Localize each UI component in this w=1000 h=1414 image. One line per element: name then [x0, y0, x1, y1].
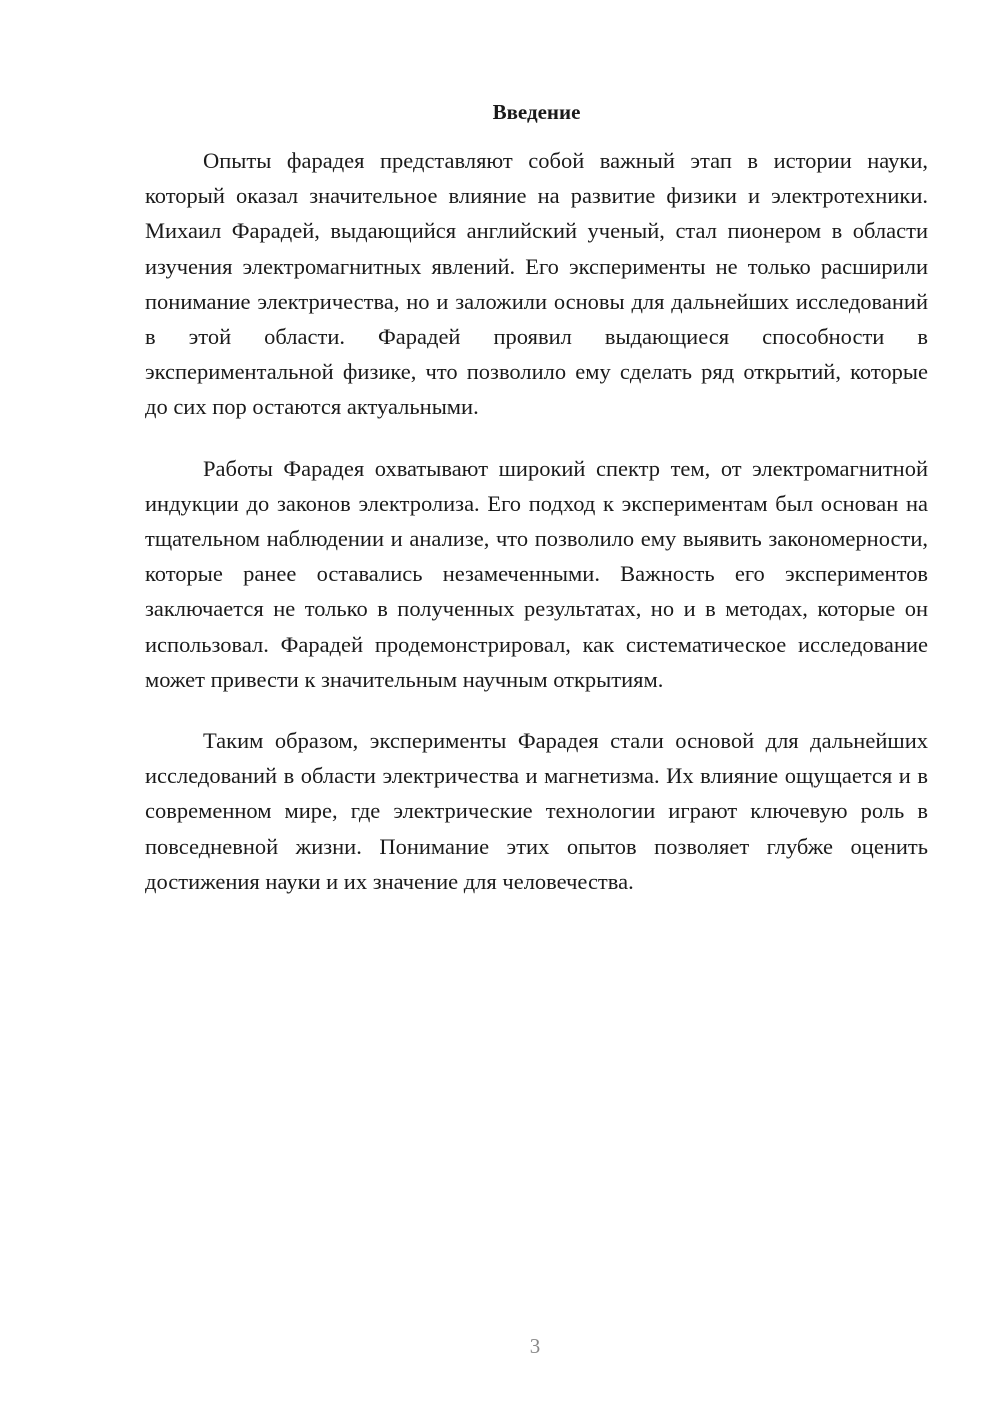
paragraph-1: Опыты фарадея представляют собой важный этап в истории науки, который оказал значительное влияние на развитие физики и электротехники. Михаил Фарадей, выдающийся английский ученый, стал пионером в области изучения электромагнитных явлений. Его эксперименты не только расширили понимание электричества, но и заложили основы для дальнейших исследований в этой области. Фарадей проявил выдающиеся способности в экспериментальной физике, что позволило ему сделать ряд открытий, которые до сих пор остаются актуальными. [145, 148, 928, 420]
body-text [145, 143, 928, 925]
paragraph-3: Таким образом, эксперименты Фарадея стали основой для дальнейших исследований в области электричества и магнетизма. Их влияние ощущается и в современном мире, где электрические технологии играют ключевую роль в повседневной жизни. Понимание этих опытов позволяет глубже оценить достижения науки и их значение для человечества. [145, 728, 928, 894]
paragraph-2: Работы Фарадея охватывают широкий спектр тем, от электромагнитной индукции до законов электролиза. Его подход к экспериментам был основан на тщательном наблюдении и анализе, что позволило ему выявить закономерности, которые ранее оставались незамеченными. Важность его экспериментов заключается не только в полученных результатах, но и в методах, которые он использовал. Фарадей продемонстрировал, как систематическое исследование может привести к значительным научным открытиям. [145, 455, 928, 692]
page-number: 3 [529, 1334, 541, 1358]
section-title: Введение [492, 100, 581, 124]
